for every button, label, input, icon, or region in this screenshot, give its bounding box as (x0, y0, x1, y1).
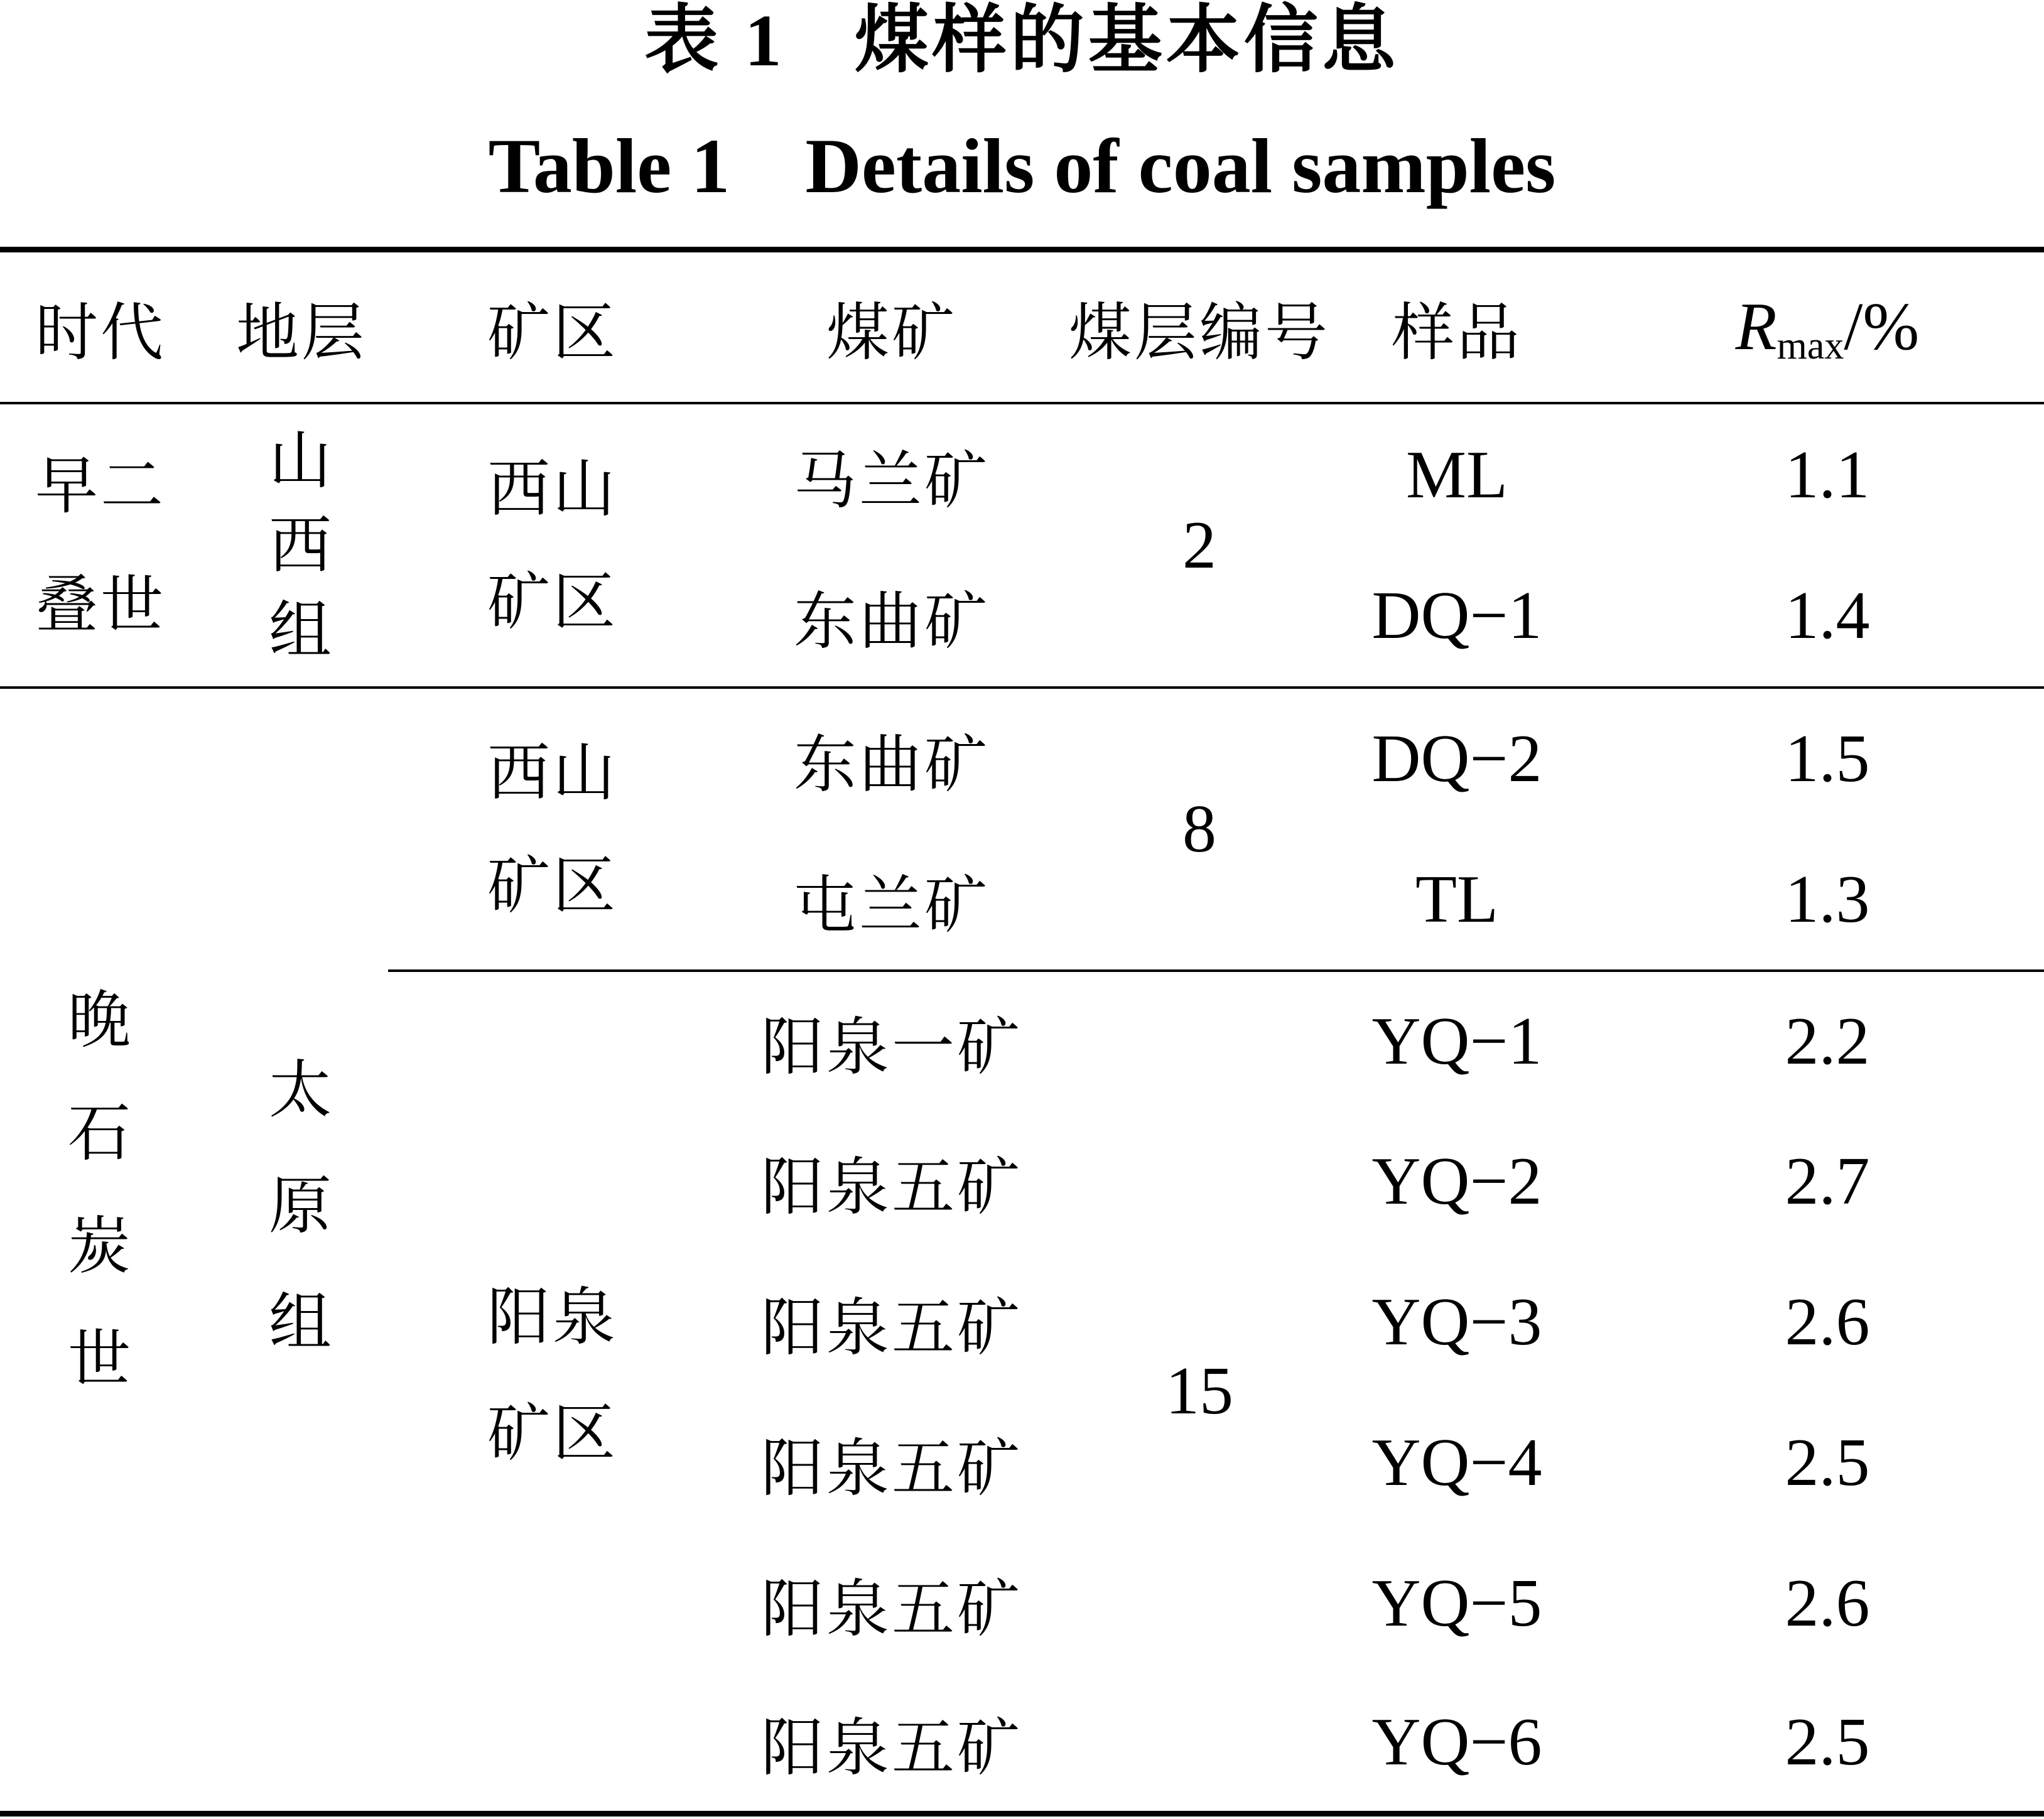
mining-area-xishan-1: 西山 矿区 (487, 451, 618, 639)
table-number-zh: 表 1 (644, 0, 786, 82)
bottom-rule (0, 1811, 2044, 1816)
coal-mine-cell: 阳泉五矿 (761, 1291, 1022, 1364)
header-coal-mine: 煤矿 (826, 296, 957, 369)
table-caption-en (0, 122, 2044, 210)
rmax-symbol: R (1735, 289, 1777, 364)
table-title-en: Details of coal samples (805, 123, 1556, 209)
era-late-carboniferous: 晚 石 炭 世 (68, 983, 133, 1396)
sample-cell: YQ−6 (1371, 1705, 1542, 1779)
header-rmax (1608, 252, 2044, 402)
rmax-cell: 1.1 (1785, 437, 1870, 512)
sample-cell: ML (1406, 437, 1508, 512)
coal-mine-cell: 阳泉一矿 (761, 1010, 1022, 1084)
seam-number-2: 2 (1182, 507, 1216, 583)
rmax-cell: 1.5 (1785, 721, 1870, 796)
table-title-zh: 煤样的基本信息 (854, 0, 1400, 82)
header-era: 时代 (35, 296, 166, 369)
rmax-cell: 2.7 (1785, 1144, 1870, 1219)
header-stratum: 地层 (236, 296, 367, 369)
seam-number-8: 8 (1182, 791, 1216, 866)
rmax-cell: 2.5 (1785, 1425, 1870, 1500)
rmax-cell: 2.6 (1785, 1285, 1870, 1359)
mining-area-xishan-2: 西山 矿区 (487, 735, 618, 922)
sample-cell: YQ−2 (1371, 1144, 1542, 1219)
sample-cell: TL (1415, 861, 1498, 937)
coal-mine-cell: 阳泉五矿 (761, 1150, 1022, 1224)
header-mining-area: 矿区 (487, 296, 618, 369)
stratum-shanxi: 山 西 组 (269, 424, 334, 667)
rmax-unit: /% (1844, 289, 1920, 364)
mining-area-yangquan: 阳泉 矿区 (487, 1280, 618, 1470)
table-caption-zh (0, 0, 2044, 82)
coal-mine-cell: 东曲矿 (794, 585, 990, 658)
coal-mine-cell: 阳泉五矿 (761, 1711, 1022, 1784)
sample-cell: YQ−5 (1371, 1566, 1542, 1641)
era-early-permian: 早二 叠世 (35, 448, 166, 642)
rmax-cell: 2.2 (1785, 1004, 1870, 1079)
rmax-cell: 1.3 (1785, 861, 1870, 937)
sample-cell: YQ−3 (1371, 1285, 1542, 1359)
rmax-subscript: max (1776, 324, 1844, 367)
header-sample: 样品 (1392, 296, 1522, 369)
coal-mine-cell: 东曲矿 (794, 728, 990, 801)
rmax-cell: 2.5 (1785, 1705, 1870, 1779)
coal-mine-cell: 阳泉五矿 (761, 1572, 1022, 1646)
top-rule (0, 247, 2044, 252)
sample-cell: DQ−2 (1371, 721, 1542, 796)
seam-number-15: 15 (1165, 1354, 1233, 1428)
table-number-en: Table 1 (488, 123, 730, 209)
stratum-taiyuan: 太 原 组 (269, 1052, 334, 1359)
sample-cell: DQ−1 (1371, 578, 1542, 653)
coal-mine-cell: 马兰矿 (794, 443, 990, 517)
header-seam-number: 煤层编号 (1069, 296, 1330, 369)
rmax-cell: 2.6 (1785, 1566, 1870, 1641)
sample-cell: YQ−1 (1371, 1004, 1542, 1079)
coal-mine-cell: 阳泉五矿 (761, 1432, 1022, 1505)
rmax-cell: 1.4 (1785, 578, 1870, 653)
sample-cell: YQ−4 (1371, 1425, 1542, 1500)
coal-mine-cell: 屯兰矿 (794, 868, 990, 942)
